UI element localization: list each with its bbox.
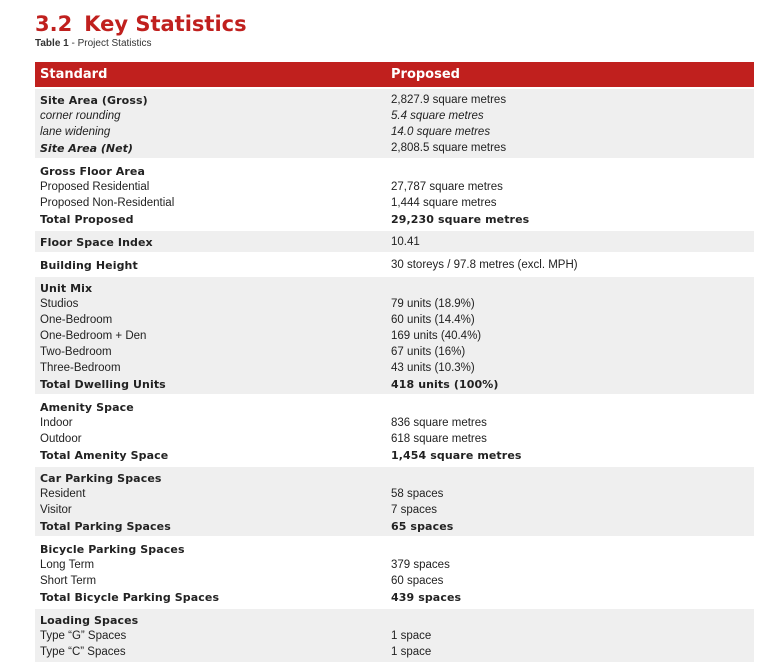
row-value: 1 space (391, 646, 432, 658)
table-row (35, 360, 754, 376)
row-label: Type “G” Spaces (40, 630, 127, 642)
row-label: Total Proposed (40, 212, 134, 226)
row-value: 29,230 square metres (391, 212, 530, 226)
row-value: 67 units (16%) (391, 346, 466, 358)
row-label: Outdoor (40, 433, 82, 445)
project-statistics-table (35, 62, 754, 662)
row-value: 79 units (18.9%) (391, 298, 475, 310)
row-label: Visitor (40, 504, 72, 516)
row-value: 169 units (40.4%) (391, 330, 482, 342)
row-label: Long Term (40, 559, 95, 571)
table-row (35, 163, 754, 179)
table-row (35, 312, 754, 328)
row-label: Floor Space Index (40, 235, 153, 249)
row-label: Gross Floor Area (40, 164, 146, 178)
table-caption-text: Project Statistics (77, 38, 152, 49)
row-label: Total Dwelling Units (40, 377, 166, 391)
row-value: 58 spaces (391, 488, 444, 500)
table-row-group (35, 394, 754, 465)
row-label: Indoor (40, 417, 73, 429)
table-body (35, 87, 754, 662)
table-row (35, 108, 754, 124)
table-row-group (35, 536, 754, 607)
section-number: 3.2 (35, 12, 73, 36)
table-row (35, 195, 754, 211)
row-value: 14.0 square metres (391, 126, 491, 138)
column-header-proposed: Proposed (391, 67, 460, 82)
row-value: 618 square metres (391, 433, 487, 445)
table-row-group (35, 229, 754, 252)
row-label: One-Bedroom + Den (40, 330, 147, 342)
row-label: Site Area (Gross) (40, 93, 148, 107)
table-caption-label: Table 1 (35, 38, 69, 49)
table-caption-separator: - (68, 38, 78, 49)
row-value: 43 units (10.3%) (391, 362, 475, 374)
table-caption (35, 38, 152, 49)
table-row (35, 280, 754, 296)
table-row (35, 140, 754, 156)
row-value: 5.4 square metres (391, 110, 484, 122)
table-row (35, 518, 754, 534)
row-label: Resident (40, 488, 86, 500)
row-value: 7 spaces (391, 504, 438, 516)
table-header (35, 62, 754, 87)
table-row (35, 211, 754, 227)
table-row (35, 644, 754, 660)
row-value: 836 square metres (391, 417, 487, 429)
table-row (35, 486, 754, 502)
table-row (35, 124, 754, 140)
row-value: 27,787 square metres (391, 181, 503, 193)
row-label: Three-Bedroom (40, 362, 121, 374)
row-value: 60 units (14.4%) (391, 314, 475, 326)
row-label: Site Area (Net) (40, 141, 133, 155)
table-row (35, 415, 754, 431)
row-label: Proposed Residential (40, 181, 150, 193)
table-row (35, 296, 754, 312)
row-value: 2,808.5 square metres (391, 142, 507, 154)
row-label: Studios (40, 298, 79, 310)
table-row (35, 628, 754, 644)
row-label: Amenity Space (40, 400, 134, 414)
row-label: Bicycle Parking Spaces (40, 542, 185, 556)
row-value: 439 spaces (391, 590, 462, 604)
row-value: 10.41 (391, 236, 420, 248)
table-row (35, 612, 754, 628)
row-value: 65 spaces (391, 519, 454, 533)
table-row-group (35, 275, 754, 394)
table-row (35, 557, 754, 573)
table-row-group (35, 465, 754, 536)
row-label: Building Height (40, 258, 138, 272)
row-label: Total Bicycle Parking Spaces (40, 590, 220, 604)
row-value: 1,454 square metres (391, 448, 522, 462)
row-label: Total Amenity Space (40, 448, 169, 462)
table-row (35, 502, 754, 518)
row-value: 60 spaces (391, 575, 444, 587)
row-label: Car Parking Spaces (40, 471, 162, 485)
table-row-group (35, 158, 754, 229)
table-row (35, 447, 754, 463)
row-value: 2,827.9 square metres (391, 94, 507, 106)
table-row (35, 589, 754, 605)
row-label: Two-Bedroom (40, 346, 112, 358)
table-row-group (35, 252, 754, 275)
table-row (35, 179, 754, 195)
row-value: 30 storeys / 97.8 metres (excl. MPH) (391, 259, 578, 271)
row-label: Unit Mix (40, 281, 93, 295)
section-title: Key Statistics (84, 12, 247, 36)
table-row (35, 257, 754, 273)
table-row (35, 92, 754, 108)
table-row (35, 234, 754, 250)
table-row (35, 541, 754, 557)
table-row (35, 328, 754, 344)
row-label: corner rounding (40, 110, 121, 122)
row-label: One-Bedroom (40, 314, 113, 326)
table-row-group (35, 607, 754, 662)
row-label: Short Term (40, 575, 97, 587)
row-label: Total Parking Spaces (40, 519, 171, 533)
row-label: Type “C” Spaces (40, 646, 126, 658)
column-header-standard: Standard (40, 67, 108, 82)
row-value: 379 spaces (391, 559, 450, 571)
row-value: 418 units (100%) (391, 377, 499, 391)
table-row (35, 399, 754, 415)
row-value: 1 space (391, 630, 432, 642)
table-row (35, 344, 754, 360)
row-label: Proposed Non-Residential (40, 197, 175, 209)
table-row (35, 376, 754, 392)
row-label: lane widening (40, 126, 111, 138)
table-row (35, 470, 754, 486)
row-value: 1,444 square metres (391, 197, 497, 209)
table-row-group (35, 87, 754, 158)
section-heading (35, 12, 247, 36)
row-label: Loading Spaces (40, 613, 139, 627)
table-row (35, 431, 754, 447)
table-row (35, 573, 754, 589)
